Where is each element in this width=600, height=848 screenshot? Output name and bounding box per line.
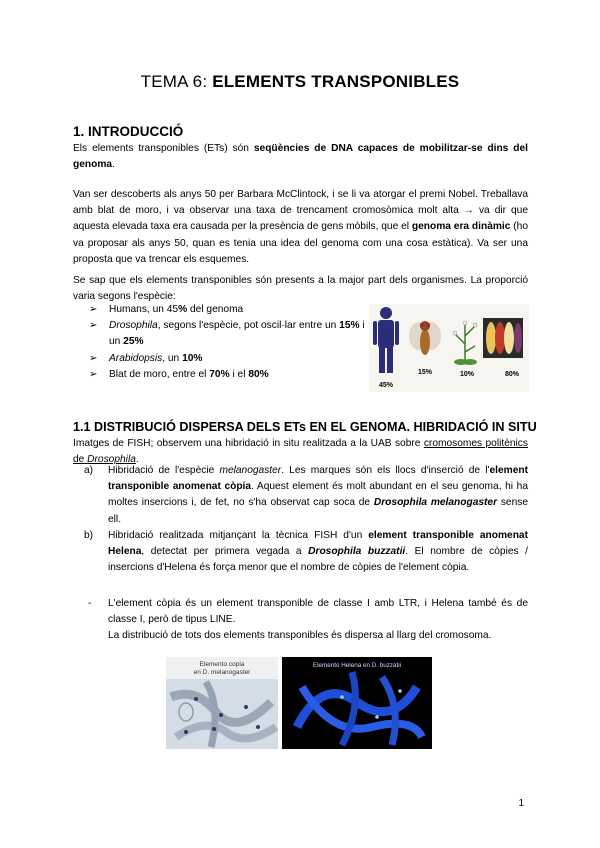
italic-run: melanogaster: [219, 465, 282, 476]
intro-paragraph-1: [73, 141, 528, 173]
plant-percent-label: 10%: [459, 371, 475, 378]
list-item: [89, 367, 371, 383]
text-run: , detectat per primera vegada a: [141, 546, 309, 558]
bold-run: 25%: [123, 336, 144, 348]
text-run: Imatges de FISH; observem una hibridació in situ realitzada a la UAB sobre: [73, 438, 424, 449]
helena-caption: Elemento Helena en D. buzzatii: [312, 662, 402, 669]
list-item: [89, 351, 371, 367]
bold-run: 15%: [339, 320, 360, 332]
text-run: .: [135, 454, 139, 466]
underlined-italic-run: Drosophila: [87, 454, 136, 466]
caption-line: en D. melanogaster: [193, 669, 251, 676]
helena-chromosomes-graphic: [282, 657, 432, 749]
bold-run: genoma era dinàmic: [411, 221, 511, 233]
page-title: [0, 72, 600, 92]
bold-run: 10%: [182, 352, 203, 364]
bold-run: %: [178, 304, 188, 315]
underlined-run: cromosomes politènics de: [73, 438, 528, 466]
list-marker: b): [84, 529, 94, 541]
section-heading-intro: 1. INTRODUCCIÓ: [73, 124, 184, 139]
fly-percent-label: 15%: [417, 369, 433, 376]
dash-line-1: L'element còpia és un element transponible de classe I amb LTR, i Helena també és de classe I, però de tipus LINE.: [108, 598, 528, 626]
intro-paragraph-3: Se sap que els elements transponibles són presents a la major part dels organismes. La proporció varia segons l'espècie:: [73, 275, 528, 303]
list-item: [89, 318, 371, 350]
fish-copia-image: [166, 657, 278, 749]
text-run: Hibridació de l'espècie: [108, 465, 220, 476]
title-main: ELEMENTS TRANSPONIBLES: [212, 72, 460, 91]
corn-percent-label: 80%: [504, 371, 520, 378]
text-run: . Aquest element és molt abundant en el seu genoma, hi ha moltes insercions i, de fet, no s'ha observat cap soca de: [108, 481, 528, 509]
list-item-dash: [88, 596, 528, 645]
text-run: Van ser descoberts als anys 50 per Barbara McClintock, i se li va atorgar el premi Nobel. Treballava amb blat de moro, i va observar una taxa de trencament cromosòmica molt alta → va dir que aquesta elevada taxa era causada per la presència de gens mòbils, que el: [73, 189, 528, 233]
title-prefix: TEMA 6:: [140, 72, 213, 91]
text-run: i un: [109, 320, 365, 348]
organisms-figure: [369, 304, 529, 392]
text-run: .: [112, 159, 115, 171]
text-run: Blat de moro, entre el: [109, 368, 210, 380]
corn-cobs-icon: [483, 318, 523, 358]
bold-run: 70%: [209, 368, 230, 380]
fish-ordered-list: [84, 463, 528, 576]
text-run: (ho va proposar als anys 50, quan es tenia una idea del genoma com una cosa estàtica). Va ser una proposta que va trencar els esquemes.: [73, 221, 528, 265]
text-run: Hibridació realitzada mitjançant la tècnica FISH d'un: [108, 529, 369, 541]
dash-list: [88, 596, 528, 645]
text-run: del genoma: [187, 304, 244, 315]
dash-line-2: La distribució de tots dos elements transponibles és dispersa al llarg del cromosoma.: [108, 630, 492, 642]
italic-run: Drosophila: [109, 320, 158, 332]
page-number: 1: [518, 798, 524, 809]
list-item: [89, 302, 371, 318]
species-bullet-list: [89, 302, 371, 383]
list-marker: -: [88, 598, 92, 609]
italic-run: Arabidopsis: [109, 352, 163, 364]
text-run: , segons l'espècie, pot oscil·lar entre un: [157, 320, 340, 332]
copia-caption: [166, 661, 278, 677]
bold-run: 80%: [248, 368, 269, 380]
list-marker: a): [84, 465, 94, 476]
bold-run: element transponible anomenat còpia: [108, 465, 528, 493]
human-percent-label: 45%: [378, 382, 394, 389]
text-run: . Les marques són els llocs d'inserció de l': [281, 465, 490, 476]
text-run: . El nombre de còpies / insercions d'Helena és força menor que el nombre de còpies de l'element còpia.: [108, 546, 529, 574]
bold-run: seqüències de DNA capaces de mobilitzar-se dins del genoma: [73, 143, 528, 171]
text-run: Humans, un 45: [109, 304, 179, 315]
text-run: , un: [162, 352, 183, 364]
fish-helena-image: [282, 657, 432, 749]
list-item-a: [84, 463, 528, 528]
section-heading-distribution: 1.1 DISTRIBUCIÓ DISPERSA DELS ETs EN EL GENOMA. HIBRIDACIÓ IN SITU: [73, 420, 537, 434]
bold-run: element transponible anomenat Helena: [108, 529, 528, 558]
text-run: Els elements transponibles (ETs) són: [73, 143, 254, 154]
text-run: sense ell.: [108, 497, 529, 525]
caption-line: Elemento copia: [199, 661, 245, 668]
bold-italic-run: Drosophila melanogaster: [373, 497, 498, 509]
list-item-b: [84, 528, 528, 577]
text-run: i el: [229, 368, 249, 380]
intro-paragraph-2: [73, 187, 528, 268]
bold-italic-run: Drosophila buzzatii: [308, 546, 406, 558]
